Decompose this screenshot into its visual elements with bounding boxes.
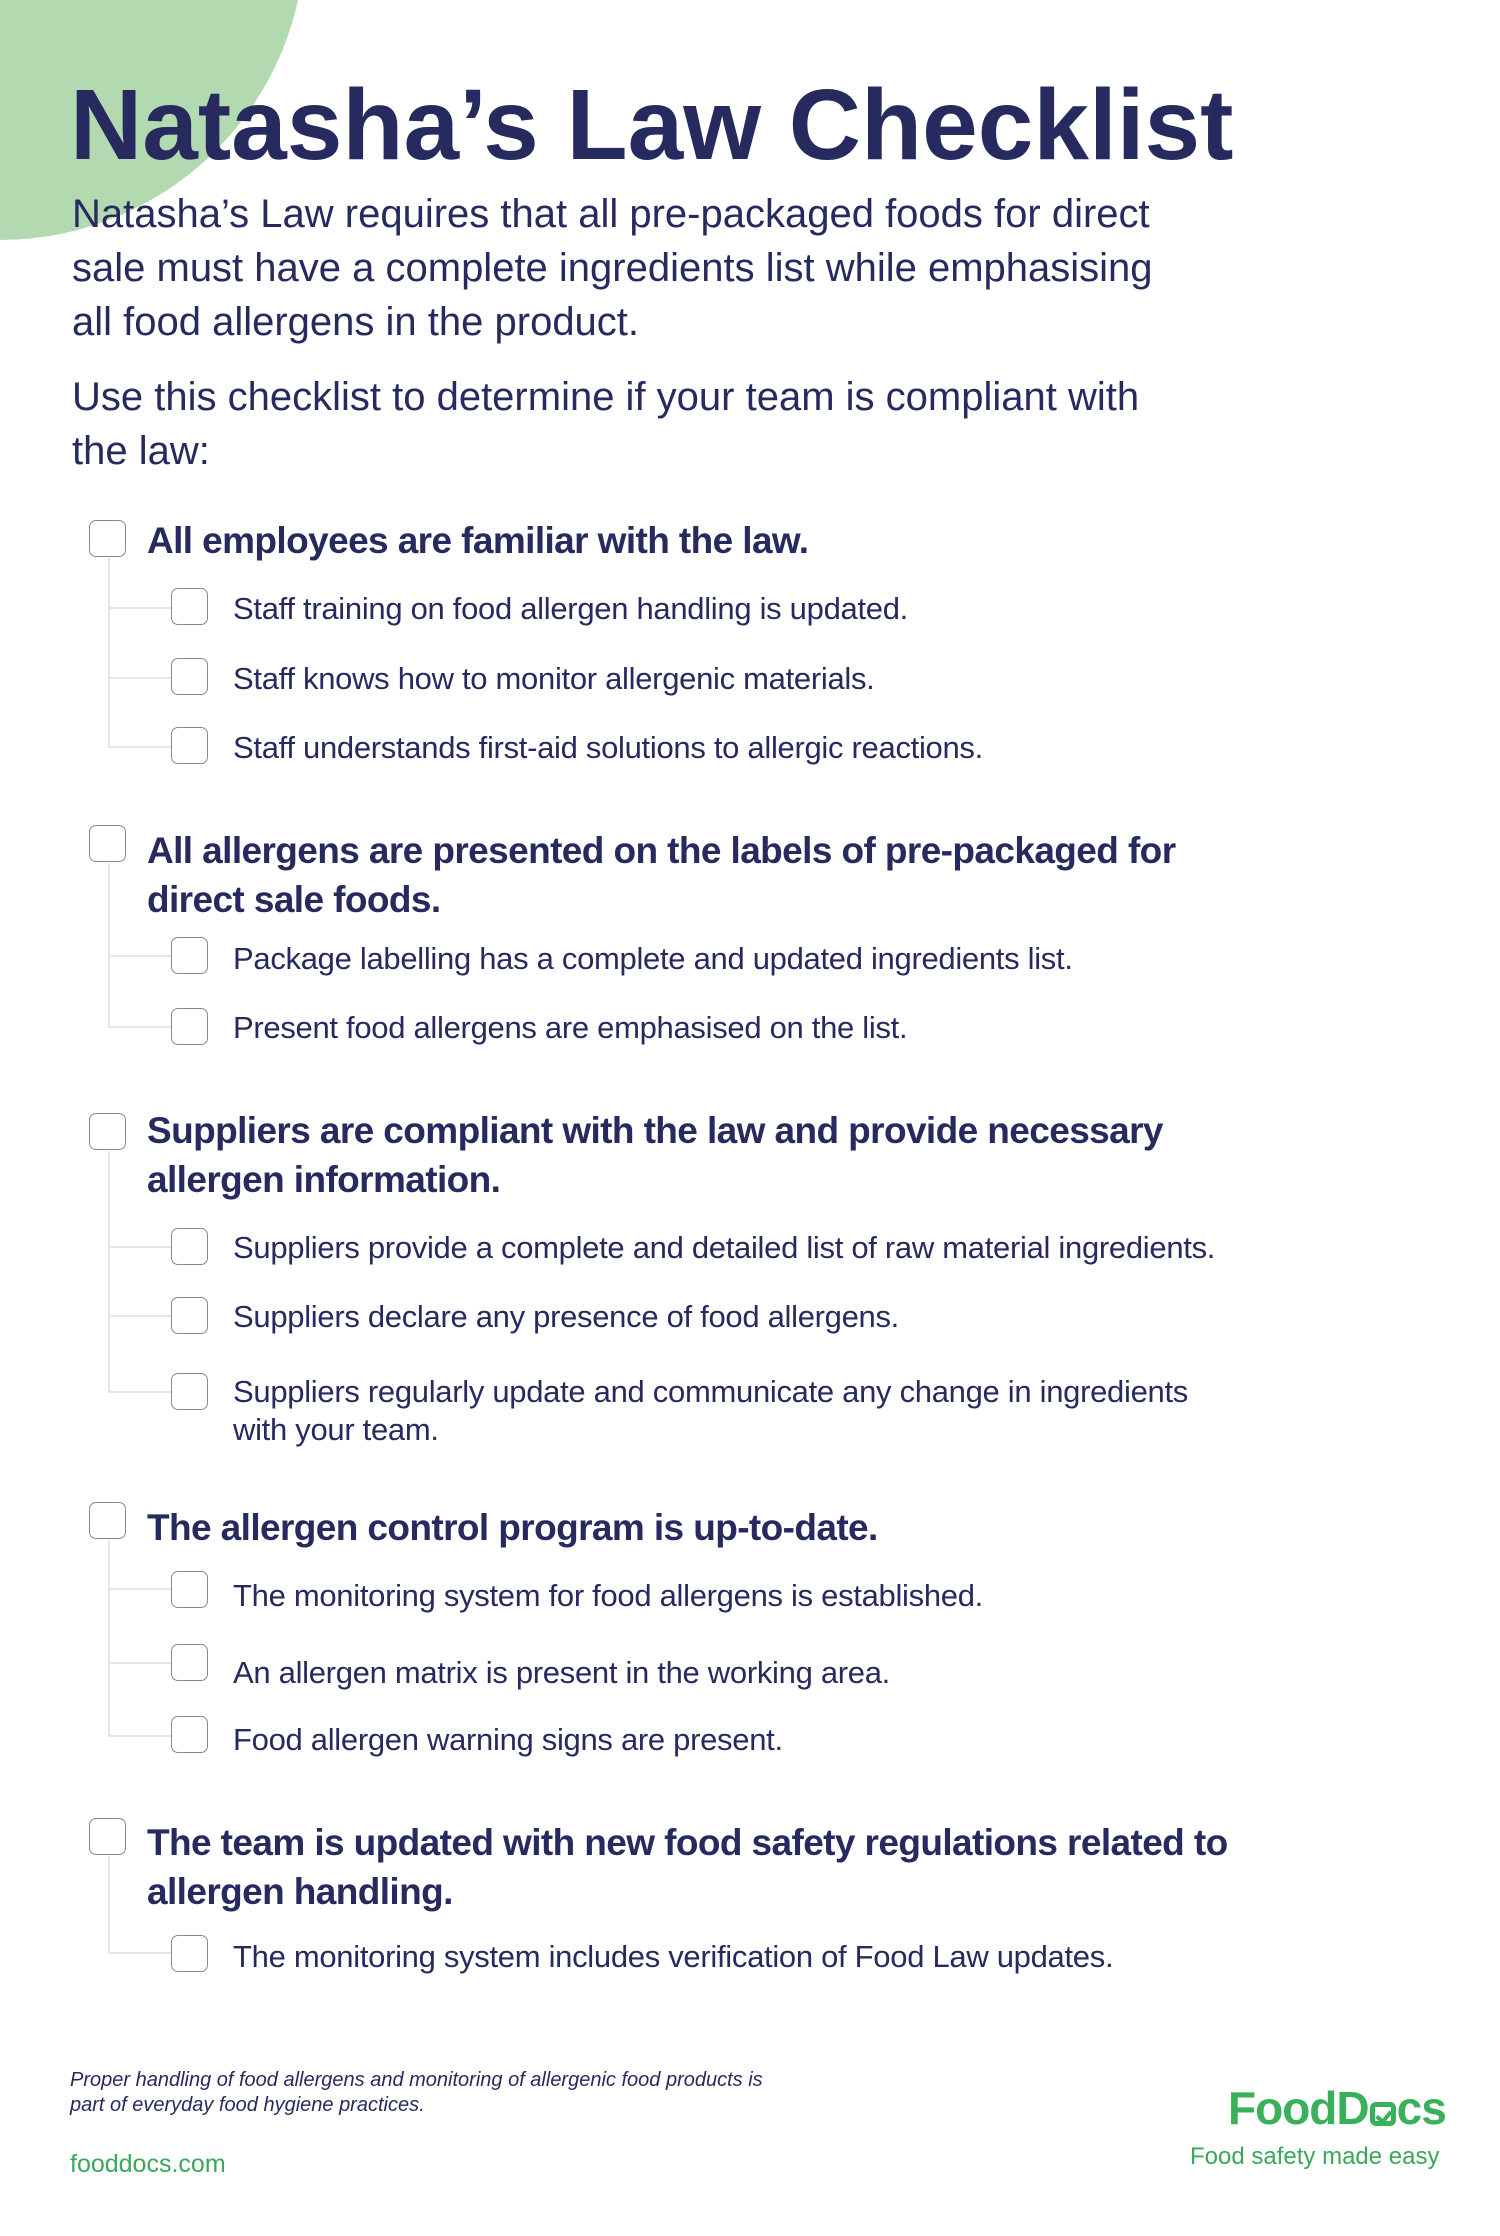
item-label: The monitoring system includes verification of Food Law updates. <box>233 1939 1114 1974</box>
section-checkbox[interactable] <box>89 1818 126 1855</box>
footer-note-line: part of everyday food hygiene practices. <box>70 2094 425 2116</box>
intro-line: Natasha’s Law requires that all pre-packaged foods for direct <box>72 192 1150 236</box>
item-label: Food allergen warning signs are present. <box>233 1722 783 1757</box>
tree-branch <box>108 1662 172 1664</box>
item-checkbox[interactable] <box>171 588 208 625</box>
item-checkbox[interactable] <box>171 1373 208 1410</box>
section-heading: All employees are familiar with the law. <box>147 520 809 561</box>
item-checkbox[interactable] <box>171 1571 208 1608</box>
section-heading: The allergen control program is up-to-date. <box>147 1507 878 1548</box>
instruction-line: the law: <box>72 429 210 473</box>
item-checkbox[interactable] <box>171 658 208 695</box>
item-label: Staff knows how to monitor allergenic materials. <box>233 661 875 696</box>
tree-line <box>108 1151 110 1393</box>
website-link[interactable]: fooddocs.com <box>70 2150 226 2178</box>
tree-branch <box>108 1026 172 1028</box>
intro-line: all food allergens in the product. <box>72 300 640 344</box>
intro-line: sale must have a complete ingredients list while emphasising <box>72 246 1153 290</box>
page-title: Natasha’s Law Checklist <box>70 69 1234 181</box>
logo-tagline: Food safety made easy <box>1190 2143 1440 2170</box>
tree-branch <box>108 607 172 609</box>
item-checkbox[interactable] <box>171 1008 208 1045</box>
tree-line <box>108 1540 110 1737</box>
instruction-paragraph <box>72 370 1139 478</box>
item-label: Staff understands first-aid solutions to allergic reactions. <box>233 730 983 765</box>
section-heading: Suppliers are compliant with the law and provide necessary allergen information. <box>147 1110 1163 1200</box>
tree-branch <box>108 1246 172 1248</box>
tree-line <box>108 863 110 1028</box>
intro-paragraph <box>72 187 1153 349</box>
item-checkbox[interactable] <box>171 1716 208 1753</box>
section-heading: The team is updated with new food safety regulations related to allergen handling. <box>147 1822 1228 1912</box>
item-label: Staff training on food allergen handling is updated. <box>233 591 908 626</box>
item-label: An allergen matrix is present in the working area. <box>233 1655 890 1690</box>
fooddocs-logo: FoodD cs <box>1228 2082 1446 2134</box>
item-checkbox[interactable] <box>171 727 208 764</box>
section-checkbox[interactable] <box>89 1502 126 1539</box>
item-label: Suppliers provide a complete and detailed list of raw material ingredients. <box>233 1230 1216 1265</box>
tree-branch <box>108 1952 172 1954</box>
tree-branch <box>108 955 172 957</box>
footer-note <box>70 2068 763 2118</box>
item-label: Suppliers regularly update and communicate any change in ingredients with your team. <box>233 1374 1188 1447</box>
item-checkbox[interactable] <box>171 1935 208 1972</box>
item-label: The monitoring system for food allergens is established. <box>233 1578 983 1613</box>
section-heading: All allergens are presented on the labels of pre-packaged for direct sale foods. <box>147 830 1176 920</box>
item-checkbox[interactable] <box>171 1644 208 1681</box>
tree-line <box>108 1856 110 1954</box>
item-checkbox[interactable] <box>171 1228 208 1265</box>
item-label: Suppliers declare any presence of food allergens. <box>233 1299 899 1334</box>
item-label: Package labelling has a complete and updated ingredients list. <box>233 941 1073 976</box>
check-box-icon <box>1370 2102 1396 2126</box>
section-checkbox[interactable] <box>89 825 126 862</box>
item-label: Present food allergens are emphasised on the list. <box>233 1010 908 1045</box>
tree-branch <box>108 1735 172 1737</box>
section-checkbox[interactable] <box>89 1113 126 1150</box>
item-checkbox[interactable] <box>171 937 208 974</box>
tree-branch <box>108 746 172 748</box>
tree-branch <box>108 1391 172 1393</box>
tree-branch <box>108 677 172 679</box>
tree-branch <box>108 1315 172 1317</box>
item-checkbox[interactable] <box>171 1297 208 1334</box>
section-checkbox[interactable] <box>89 520 126 557</box>
footer-note-line: Proper handling of food allergens and monitoring of allergenic food products is <box>70 2069 763 2091</box>
tree-line <box>108 558 110 748</box>
tree-branch <box>108 1588 172 1590</box>
instruction-line: Use this checklist to determine if your team is compliant with <box>72 375 1140 419</box>
